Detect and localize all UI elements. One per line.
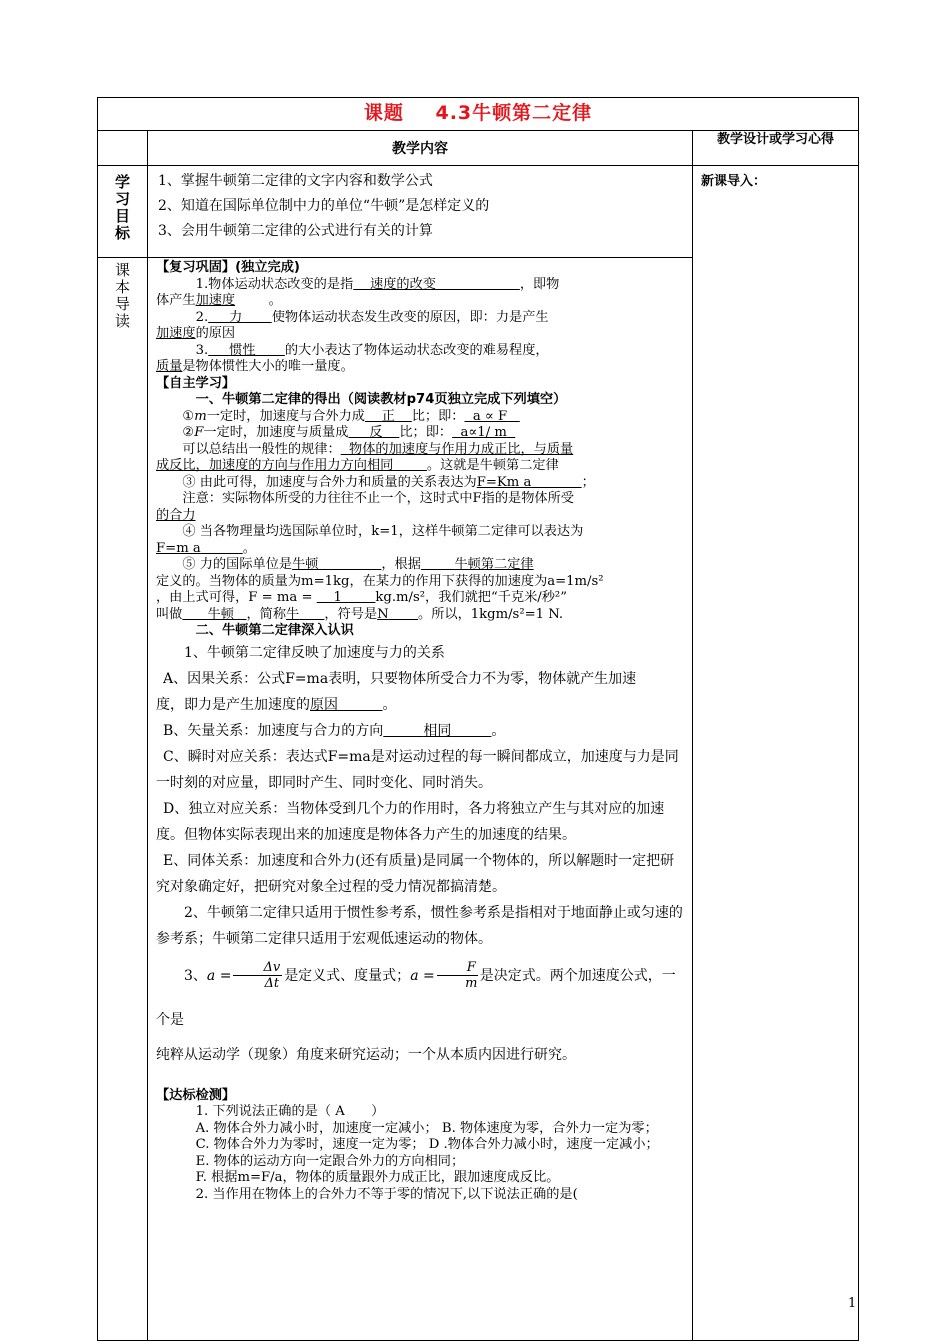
deep-pc: C、瞬时对应关系：表达式F=ma是对运动过程的每一瞬间都成立，加速度与力是同一时刻的对应量，即同时产生、同时变化、同时消失。 — [156, 748, 679, 791]
review-heading: 【复习巩固】(独立完成) — [156, 260, 300, 275]
test-q2: 2. 当作用在物体上的合外力不等于零的情况下,以下说法正确的是( — [195, 1186, 578, 1202]
review-line-2: 2. 力 使物体运动状态发生改变的原因，即：力是产生 — [195, 309, 549, 325]
self-line-g4: 叫做 牛顿 ，简称牛 ，符号是N 。所以，1kgm/s²=1 N. — [156, 606, 564, 622]
goal-item: 3、会用牛顿第二定律的公式进行有关的计算 — [158, 223, 433, 239]
self-line-f: ④ 当各物理量均选国际单位时，k=1，这样牛顿第二定律可以表达为 — [182, 524, 584, 539]
deep-pe: E、同体关系：加速度和合外力(还有质量)是同属一个物体的，所以解题时一定把研究对象确定好，把研究对象全过程的受力情况都搞清楚。 — [156, 852, 675, 895]
goals-list — [148, 166, 693, 258]
content-header: 教学内容 — [148, 131, 693, 166]
self-heading: 【自主学习】 — [156, 375, 236, 391]
notes-intro: 新课导入： — [701, 174, 767, 189]
deep-p2: 2、牛顿第二定律只适用于惯性参考系，惯性参考系是指相对于地面静止或匀速的参考系；牛顿第二定律只适用于宏观低速运动的物体。 — [156, 904, 683, 947]
review-line-2b: 加速度的原因 — [156, 326, 236, 341]
notes-header: 教学设计或学习心得 — [693, 131, 859, 166]
goal-item: 1、掌握牛顿第二定律的文字内容和数学公式 — [158, 173, 433, 189]
test-heading: 【达标检测】 — [156, 1087, 236, 1103]
self-line-f2: F=m a 。 — [156, 540, 256, 556]
self-line-e: 注意：实际物体所受的力往往不止一个，这时式中F指的是物体所受 — [182, 491, 574, 506]
corner-cell — [98, 131, 148, 166]
self-line-c: 可以总结出一般性的规律： 物体的加速度与作用力成正比，与质量 — [182, 441, 574, 457]
formula-a-2: a = — [410, 967, 435, 984]
self-line-b: ②F一定时，加速度与质量成 反 比；即： a∝1/ m — [182, 425, 507, 440]
guide-side-label: 课 本 导 读 — [98, 258, 148, 1341]
deep-pa: A、因果关系：公式F=ma表明，只要物体所受合力不为零，物体就产生加速 — [163, 670, 637, 687]
deep-p3: 3、a = $\frac{\Delta v}{\Delta t}$ 是定义式、度量式；a = $\frac{F}{m}$ 是决定式。两个加速度公式，一个是 — [156, 960, 676, 1028]
top-rule — [97, 97, 858, 98]
deep-p3b: 纯粹从运动学（现象）角度来研究运动；一个从本质内因进行研究。 — [156, 1046, 576, 1063]
fraction-f-m: $\frac{F}{m}$ — [437, 960, 478, 991]
test-q1: 1. 下列说法正确的是（ A ） — [195, 1104, 385, 1119]
deep-p1: 1、牛顿第二定律反映了加速度与力的关系 — [184, 644, 445, 661]
lesson-title — [98, 98, 859, 131]
formula-a-1: a = — [206, 967, 232, 984]
fraction-dv-dt: $\frac{\Delta v}{\Delta t}$ — [233, 960, 282, 991]
deep-content — [156, 640, 686, 1068]
self-section-1: 一、牛顿第二定律的得出（阅读教材p74页独立完成下列填空） — [195, 392, 567, 407]
deep-pa2: 度，即力是产生加速度的原因 。 — [156, 696, 397, 713]
deep-pb: B、矢量关系：加速度与合力的方向 相同 。 — [163, 722, 506, 739]
test-qf: F. 根据m=F/a，物体的质量跟外力成正比，跟加速度成反比。 — [195, 1170, 560, 1185]
goals-side-label: 学 习 目 标 — [98, 166, 148, 258]
self-line-g: ⑤ 力的国际单位是牛顿 ，根据 牛顿第二定律 — [182, 557, 534, 572]
title-label: 课题 — [363, 102, 404, 124]
test-qa: A. 物体合外力减小时，加速度一定减小； B. 物体速度为零，合外力一定为零； — [195, 1120, 658, 1136]
review-line-3: 3. 惯性 的大小表达了物体运动状态改变的难易程度， — [195, 342, 549, 358]
deep-heading: 二、牛顿第二定律深入认识 — [195, 623, 354, 638]
goal-item: 2、知道在国际单位制中力的单位“牛顿”是怎样定义的 — [158, 198, 490, 214]
lesson-table — [97, 97, 859, 1341]
deep-pd: D、独立对应关系：当物体受到几个力的作用时，各力将独立产生与其对应的加速度。但物体实际表现出来的加速度是物体各力产生的加速度的结果。 — [156, 800, 665, 843]
self-line-d: ③ 由此可得，加速度与合外力和质量的关系表达为F=Km a ； — [182, 474, 595, 490]
review-line-1: 1.物体运动状态改变的是指 速度的改变 ，即物 — [195, 276, 560, 292]
guide-content — [148, 258, 693, 1341]
test-qe: E. 物体的运动方向一定跟合外力的方向相同； — [195, 1153, 465, 1169]
review-line-1b: 体产生加速度 。 — [156, 293, 282, 308]
self-line-g2: 定义的。当物体的质量为m=1kg，在某力的作用下获得的加速度为a=1m/s² — [156, 573, 604, 589]
self-line-c2: 成反比，加速度的方向与作用力方向相同 。这就是牛顿第二定律 — [156, 458, 559, 473]
notes-column — [693, 166, 859, 1341]
review-line-3b: 质量是物体惯性大小的唯一量度。 — [156, 359, 354, 374]
self-line-e2: 的合力 — [156, 507, 196, 523]
test-qc: C. 物体合外力为零时，速度一定为零； D .物体合外力减小时，速度一定减小； — [195, 1137, 659, 1152]
self-line-g3: ，由上式可得，F = ma = 1 kg.m/s²，我们就把“千克米/秒²” — [156, 590, 567, 605]
lesson-sheet — [97, 97, 858, 1337]
page-number: 1 — [848, 1296, 857, 1311]
title-text: 4.3牛顿第二定律 — [435, 102, 593, 124]
self-line-a: ①m一定时，加速度与合外力成 正 比；即： a ∝ F — [182, 408, 508, 424]
